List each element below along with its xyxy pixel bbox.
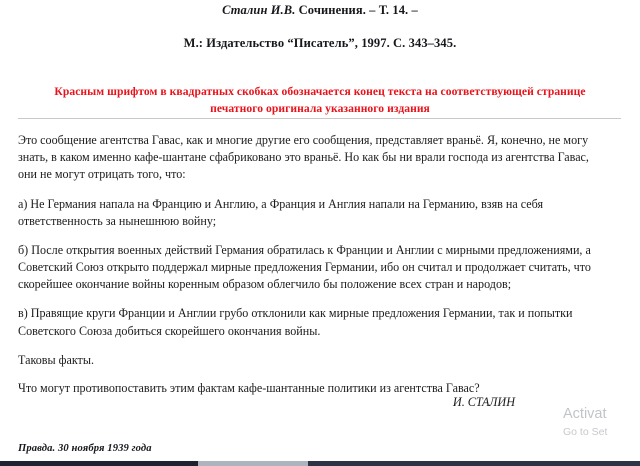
paragraph-such-are-facts: Таковы факты. <box>18 352 94 367</box>
taskbar-edge-segment-mid <box>308 461 640 466</box>
document-body <box>18 132 593 397</box>
source-citation: Правда. 30 ноября 1939 года <box>18 443 152 454</box>
red-notice-text: Красным шрифтом в квадратных скобках обозначается конец текста на соответствующей странице печатного оригинала указанного издания <box>54 85 586 116</box>
masthead <box>0 0 640 51</box>
signature: И. СТАЛИН <box>452 395 515 409</box>
watermark-subtitle: Go to Set <box>563 425 608 438</box>
paragraph-point-b: б) После открытия военных действий Германия обратилась к Франции и Англии с мирными предложениями, а Советский Союз открыто поддержал мирные предложения Германии, ибо он считал и продолжает считать, что скорейшее окончание войны коренным образом облегчило бы положение всех стран и народов; <box>18 242 591 292</box>
paragraph-point-c: в) Правящие круги Франции и Англии грубо отклонили как мирные предложения Германии, так и попытки Советского Союза добиться скорейшего окончания войны. <box>18 306 573 338</box>
horizontal-divider <box>18 118 621 119</box>
paragraph-point-a: а) Не Германия напала на Францию и Англию, а Франция и Англия напали на Германию, взяв на себя ответственность за нынешнюю войну; <box>18 196 544 228</box>
paragraph-closing-question: Что могут противопоставить этим фактам кафе-шантанные политики из агентства Гавас? <box>18 380 480 395</box>
masthead-title-line <box>0 3 640 19</box>
paragraph-intro: Это сообщение агентства Гавас, как и многие другие его сообщения, представляет враньё. Я, конечно, не могу знать, в каком именно кафе-шантане сфабриковано это враньё. Но как бы ни врали господа из агентства Гавас, они не могут отрицать того, что: <box>18 133 589 182</box>
taskbar-edge-segment-light <box>198 461 308 466</box>
masthead-imprint-line: М.: Издательство “Писатель”, 1997. С. 343–345. <box>183 35 457 50</box>
masthead-title-rest: Сочинения. – Т. 14. – <box>295 3 418 17</box>
masthead-author: Сталин И.В. <box>222 3 296 17</box>
watermark-title: Activat <box>563 406 607 422</box>
taskbar-edge <box>0 461 640 466</box>
windows-activation-watermark <box>563 406 640 438</box>
